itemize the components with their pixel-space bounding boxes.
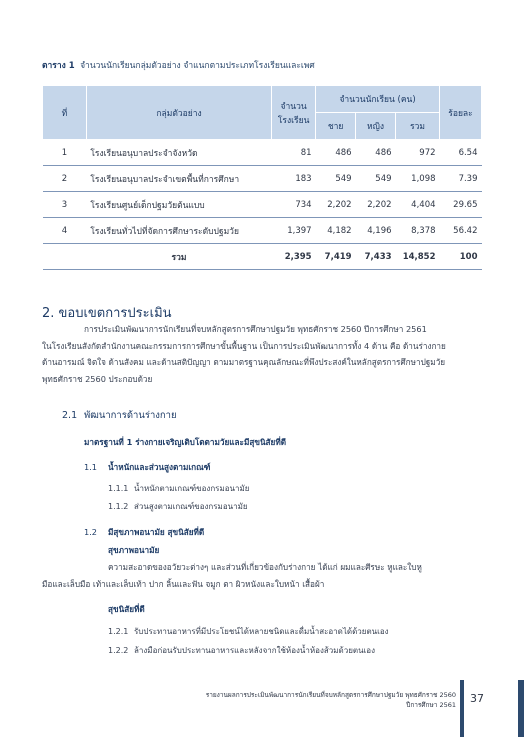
- cell-schools: 183: [272, 166, 316, 192]
- hygiene-line-2: มือและเล็บมือ เท้าและเล็บเท้า ปาก ลิ้นและฟัน จมูก ตา ผิวหนังและใบหน้า เสื้อผ้า: [42, 579, 325, 589]
- cell-empty: [43, 244, 87, 270]
- section-2-paragraph: [42, 321, 485, 387]
- header-group: กลุ่มตัวอย่าง: [86, 86, 271, 140]
- item-1-1-1: [108, 482, 249, 495]
- footer-line-1: รายงานผลการประเมินพัฒนาการนักเรียนที่จบหลักสูตรการศึกษาปฐมวัย พุทธศักราช 2560: [205, 691, 456, 699]
- cell-percent: 56.42: [440, 218, 482, 244]
- total-male: 7,419: [316, 244, 356, 270]
- cell-total: 8,378: [396, 218, 440, 244]
- cell-total: 4,404: [396, 192, 440, 218]
- subsection-1-1-heading: [84, 461, 210, 474]
- cell-group: โรงเรียนศูนย์เด็กปฐมวัยต้นแบบ: [86, 192, 271, 218]
- paragraph-line-1: การประเมินพัฒนาการนักเรียนที่จบหลักสูตรการศึกษาปฐมวัย พุทธศักราช 2560 ปีการศึกษา 2561: [84, 324, 427, 334]
- footer-divider-bar: [460, 680, 464, 737]
- cell-total: 972: [396, 140, 440, 166]
- table-row: [43, 192, 482, 218]
- cell-percent: 6.54: [440, 140, 482, 166]
- hygiene-line-1: ความสะอาดของอวัยวะต่างๆ และส่วนที่เกี่ยวข้องกับร่างกาย ได้แก่ ผมและศีรษะ หูและใบหู: [108, 562, 422, 572]
- header-no: ที่: [43, 86, 87, 140]
- subsection-1-1-number: 1.1: [84, 462, 98, 472]
- cell-male: 2,202: [316, 192, 356, 218]
- cell-total: 1,098: [396, 166, 440, 192]
- cell-schools: 1,397: [272, 218, 316, 244]
- section-2-1-heading: [62, 408, 177, 423]
- item-1-1-1-number: 1.1.1: [108, 484, 129, 493]
- header-schools-line2: โรงเรียน: [277, 115, 310, 126]
- hygiene-heading: สุขภาพอนามัย: [108, 545, 160, 555]
- item-1-2-1-number: 1.2.1: [108, 627, 129, 636]
- table-total-row: [43, 244, 482, 270]
- paragraph-line-4: พุทธศักราช 2560 ประกอบด้วย: [42, 373, 153, 384]
- cell-no: 4: [43, 218, 87, 244]
- item-1-2-1: [108, 625, 389, 638]
- table-caption: [42, 58, 315, 72]
- header-percent: ร้อยละ: [440, 86, 482, 140]
- item-1-1-2-number: 1.1.2: [108, 502, 129, 511]
- table-caption-text: จำนวนนักเรียนกลุ่มตัวอย่าง จำแนกตามประเภทโรงเรียนและเพศ: [80, 61, 315, 71]
- subsection-1-2-heading: [84, 526, 204, 539]
- cell-group: โรงเรียนอนุบาลประจำจังหวัด: [86, 140, 271, 166]
- cell-group: โรงเรียนอนุบาลประจำเขตพื้นที่การศึกษา: [86, 166, 271, 192]
- section-2-1-title: พัฒนาการด้านร่างกาย: [84, 410, 177, 421]
- subsection-1-1-title: น้ำหนักและส่วนสูงตามเกณฑ์: [108, 462, 211, 472]
- edge-bar: [518, 680, 524, 737]
- cell-percent: 7.39: [440, 166, 482, 192]
- table-caption-label: ตาราง 1: [42, 61, 75, 71]
- item-1-2-2-text: ล้างมือก่อนรับประทานอาหารและหลังจากใช้ห้องน้ำห้องส้วมด้วยตนเอง: [134, 646, 375, 655]
- paragraph-line: [42, 559, 485, 576]
- item-1-1-1-text: น้ำหนักตามเกณฑ์ของกรมอนามัย: [134, 484, 250, 493]
- footer-line-2: ปีการศึกษา 2561: [406, 701, 456, 709]
- item-1-2-1-text: รับประทานอาหารที่มีประโยชน์ได้หลายชนิดและดื่มน้ำสะอาดได้ด้วยตนเอง: [134, 627, 389, 636]
- total-label: รวม: [86, 244, 271, 270]
- table-row: [43, 140, 482, 166]
- total-schools: 2,395: [272, 244, 316, 270]
- paragraph-line-2: ในโรงเรียนสังกัดสำนักงานคณะกรรมการการศึกษาขั้นพื้นฐาน เป็นการประเมินพัฒนาการทั้ง 4 ด้าน คือ ด้านร่างกาย: [42, 340, 446, 351]
- item-1-2-2: [108, 644, 375, 657]
- cell-schools: 81: [272, 140, 316, 166]
- student-sample-table: [42, 85, 482, 270]
- cell-female: 4,196: [356, 218, 396, 244]
- cell-no: 1: [43, 140, 87, 166]
- table-row: [43, 218, 482, 244]
- cell-no: 3: [43, 192, 87, 218]
- standard-1-heading: มาตรฐานที่ 1 ร่างกายเจริญเติบโตตามวัยและมีสุขนิสัยที่ดี: [84, 437, 287, 447]
- cell-no: 2: [43, 166, 87, 192]
- cell-female: 549: [356, 166, 396, 192]
- item-1-1-2: [108, 500, 248, 513]
- page-footer: [160, 690, 456, 710]
- cell-female: 486: [356, 140, 396, 166]
- cell-schools: 734: [272, 192, 316, 218]
- total-students: 14,852: [396, 244, 440, 270]
- section-2-1-number: 2.1: [62, 410, 78, 421]
- subsection-1-2-number: 1.2: [84, 527, 98, 537]
- paragraph-line-3: ด้านอารมณ์ จิตใจ ด้านสังคม และด้านสติปัญญา ตามมาตรฐานคุณลักษณะที่พึงประสงค์ในหลักสูตรการศึกษาปฐมวัย: [42, 357, 446, 367]
- cell-percent: 29.65: [440, 192, 482, 218]
- item-1-1-2-text: ส่วนสูงตามเกณฑ์ของกรมอนามัย: [134, 502, 248, 511]
- section-2-heading: 2. ขอบเขตการประเมิน: [42, 306, 172, 321]
- cell-male: 4,182: [316, 218, 356, 244]
- header-female: หญิง: [356, 113, 396, 140]
- header-schools-line1: จำนวน: [280, 101, 307, 112]
- table-row: [43, 166, 482, 192]
- page-number: 37: [470, 692, 484, 705]
- cell-male: 486: [316, 140, 356, 166]
- total-percent: 100: [440, 244, 482, 270]
- header-sum: รวม: [396, 113, 440, 140]
- item-1-2-2-number: 1.2.2: [108, 646, 129, 655]
- habit-heading: สุขนิสัยที่ดี: [108, 604, 145, 614]
- cell-female: 2,202: [356, 192, 396, 218]
- paragraph-line: [42, 321, 485, 338]
- hygiene-paragraph: [42, 559, 485, 593]
- total-female: 7,433: [356, 244, 396, 270]
- header-male: ชาย: [316, 113, 356, 140]
- header-students: จำนวนนักเรียน (คน): [316, 86, 440, 113]
- cell-group: โรงเรียนทั่วไปที่จัดการศึกษาระดับปฐมวัย: [86, 218, 271, 244]
- header-schools: [272, 86, 316, 140]
- subsection-1-2-title: มีสุขภาพอนามัย สุขนิสัยที่ดี: [108, 527, 205, 537]
- cell-male: 549: [316, 166, 356, 192]
